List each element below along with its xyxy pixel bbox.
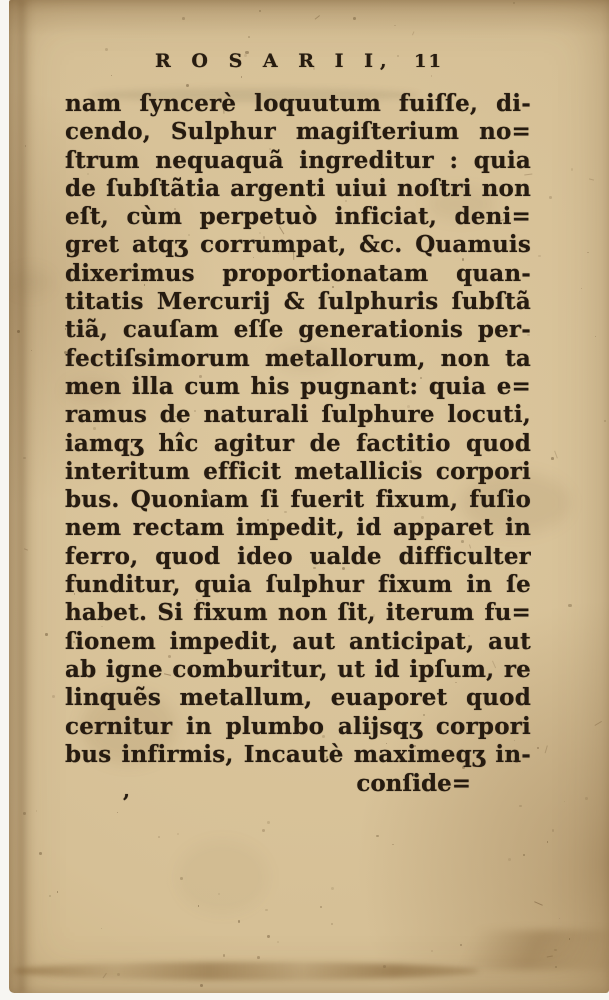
paper-speck — [49, 895, 51, 897]
scan-edge-bottom — [0, 993, 609, 1000]
text-line: bus infirmis, Incautè maximeqʒ in- — [65, 740, 531, 768]
catchword: conſide= — [356, 770, 471, 797]
paper-speck — [519, 805, 522, 808]
paper-speck — [180, 877, 183, 880]
paper-speck — [262, 829, 265, 832]
paper-speck — [376, 835, 378, 837]
paper-speck — [331, 887, 334, 890]
paper-speck — [198, 905, 200, 907]
paper-speck — [57, 891, 59, 893]
paper-speck — [31, 350, 32, 351]
paper-speck — [538, 255, 541, 258]
paper-speck — [587, 252, 589, 254]
paper-speck — [45, 633, 47, 635]
text-line: men illa cum his pugnant: quia e= — [65, 372, 531, 400]
paper-speck — [585, 797, 588, 800]
paper-speck — [320, 906, 322, 908]
text-line: bus. Quoniam ſi fuerit fixum, fuſio — [65, 486, 531, 514]
text-line: fectiſsimorum metallorum, non ta — [65, 344, 531, 372]
paper-speck — [549, 196, 552, 199]
scan-edge-left — [0, 0, 9, 1000]
paper-speck — [259, 10, 261, 12]
paper-speck — [36, 810, 38, 812]
stray-mark: , — [123, 778, 130, 802]
text-line: eſt, cùm perpetuò inficiat, deni= — [65, 203, 531, 231]
left-crease-shadow — [15, 0, 29, 993]
paper-speck — [248, 36, 250, 38]
text-line: ſionem impedit, aut anticipat, aut — [65, 627, 531, 655]
paper-speck — [117, 812, 118, 813]
text-line: funditur, quia ſulphur fixum in ſe — [65, 571, 531, 599]
paper-speck — [182, 17, 185, 20]
bottom-stain — [13, 962, 479, 980]
text-line: ramus de naturali ſulphure locuti, — [65, 401, 531, 429]
paper-speck — [431, 950, 433, 952]
paper-speck — [218, 893, 220, 895]
paper-speck — [571, 168, 574, 171]
text-line: titatis Mercurij & ſulphuris ſubſtã — [65, 288, 531, 316]
paper-speck — [111, 75, 112, 76]
header-title: R O S A R I I, — [155, 50, 394, 72]
paper-fiber — [588, 179, 593, 181]
text-line: nam ſyncerè loquutum fuiſſe, di- — [65, 90, 531, 117]
paper-speck — [513, 2, 514, 3]
paper-speck — [331, 923, 333, 925]
paper-speck — [257, 956, 260, 959]
paper-speck — [537, 747, 539, 749]
paper-speck — [564, 801, 565, 802]
text-line: cernitur in plumbo alijsqʒ corpori — [65, 712, 531, 740]
paper-fiber — [545, 745, 548, 753]
paper-speck — [265, 909, 268, 912]
paper-speck — [52, 695, 55, 698]
text-line: cendo, Sulphur magiſterium no= — [65, 118, 531, 146]
paper-fiber — [534, 901, 543, 906]
paper-fiber — [554, 451, 558, 459]
paper-speck — [392, 844, 393, 845]
text-line: tiã, cauſam eſſe generationis per- — [65, 316, 531, 344]
paper-fiber — [412, 31, 415, 35]
paper-speck — [394, 25, 396, 27]
paper-speck — [559, 918, 560, 919]
paper-fiber — [315, 16, 321, 21]
paper-speck — [200, 984, 203, 987]
paper-speck — [604, 420, 606, 422]
paper-speck — [39, 852, 42, 855]
paper-speck — [508, 858, 511, 861]
text-line: iamqʒ hîc agitur de factitio quod — [65, 429, 531, 457]
catchword-row — [65, 770, 531, 800]
paper-speck — [353, 17, 356, 20]
paper-speck — [595, 336, 596, 337]
text-line: ferro, quod ideo ualde difficulter — [65, 542, 531, 570]
text-line: gret atqʒ corrumpat, &c. Quamuis — [65, 231, 531, 259]
paper-speck — [551, 457, 554, 460]
paper-speck — [581, 288, 582, 289]
paper-speck — [552, 829, 555, 832]
paper-speck — [277, 941, 279, 943]
paper-speck — [267, 821, 270, 824]
paper — [9, 0, 609, 993]
paper-speck — [101, 928, 102, 929]
paper-speck — [238, 920, 241, 923]
paper-fiber — [595, 721, 603, 726]
paper-speck — [241, 76, 243, 78]
paper-speck — [177, 833, 179, 835]
paper-speck — [547, 841, 548, 842]
text-line: habet. Si fixum non ſit, iterum fu= — [65, 599, 531, 627]
text-line: de ſubſtãtia argenti uiui noſtri non — [65, 174, 531, 202]
bottom-right-stain — [439, 930, 609, 970]
text-line: linquẽs metallum, euaporet quod — [65, 684, 531, 712]
running-header — [57, 50, 529, 72]
paper-blotch — [177, 841, 268, 913]
paper-speck — [523, 854, 525, 856]
text-line: ab igne comburitur, ut id ipſum, re — [65, 655, 531, 683]
text-line: dixerimus proportionatam quan- — [65, 259, 531, 287]
text-line: nem rectam impedit, id apparet in — [65, 514, 531, 542]
paper-speck — [186, 84, 189, 87]
text-line: interitum efficit metallicis corpori — [65, 457, 531, 485]
text-block — [65, 90, 531, 769]
paper-speck — [223, 954, 225, 956]
paper-speck — [267, 935, 269, 937]
paper-speck — [568, 604, 571, 607]
text-line: ſtrum nequaquã ingreditur : quia — [65, 146, 531, 174]
paper-speck — [431, 75, 432, 76]
paper-speck — [158, 836, 160, 838]
page-number: 11 — [413, 51, 443, 72]
